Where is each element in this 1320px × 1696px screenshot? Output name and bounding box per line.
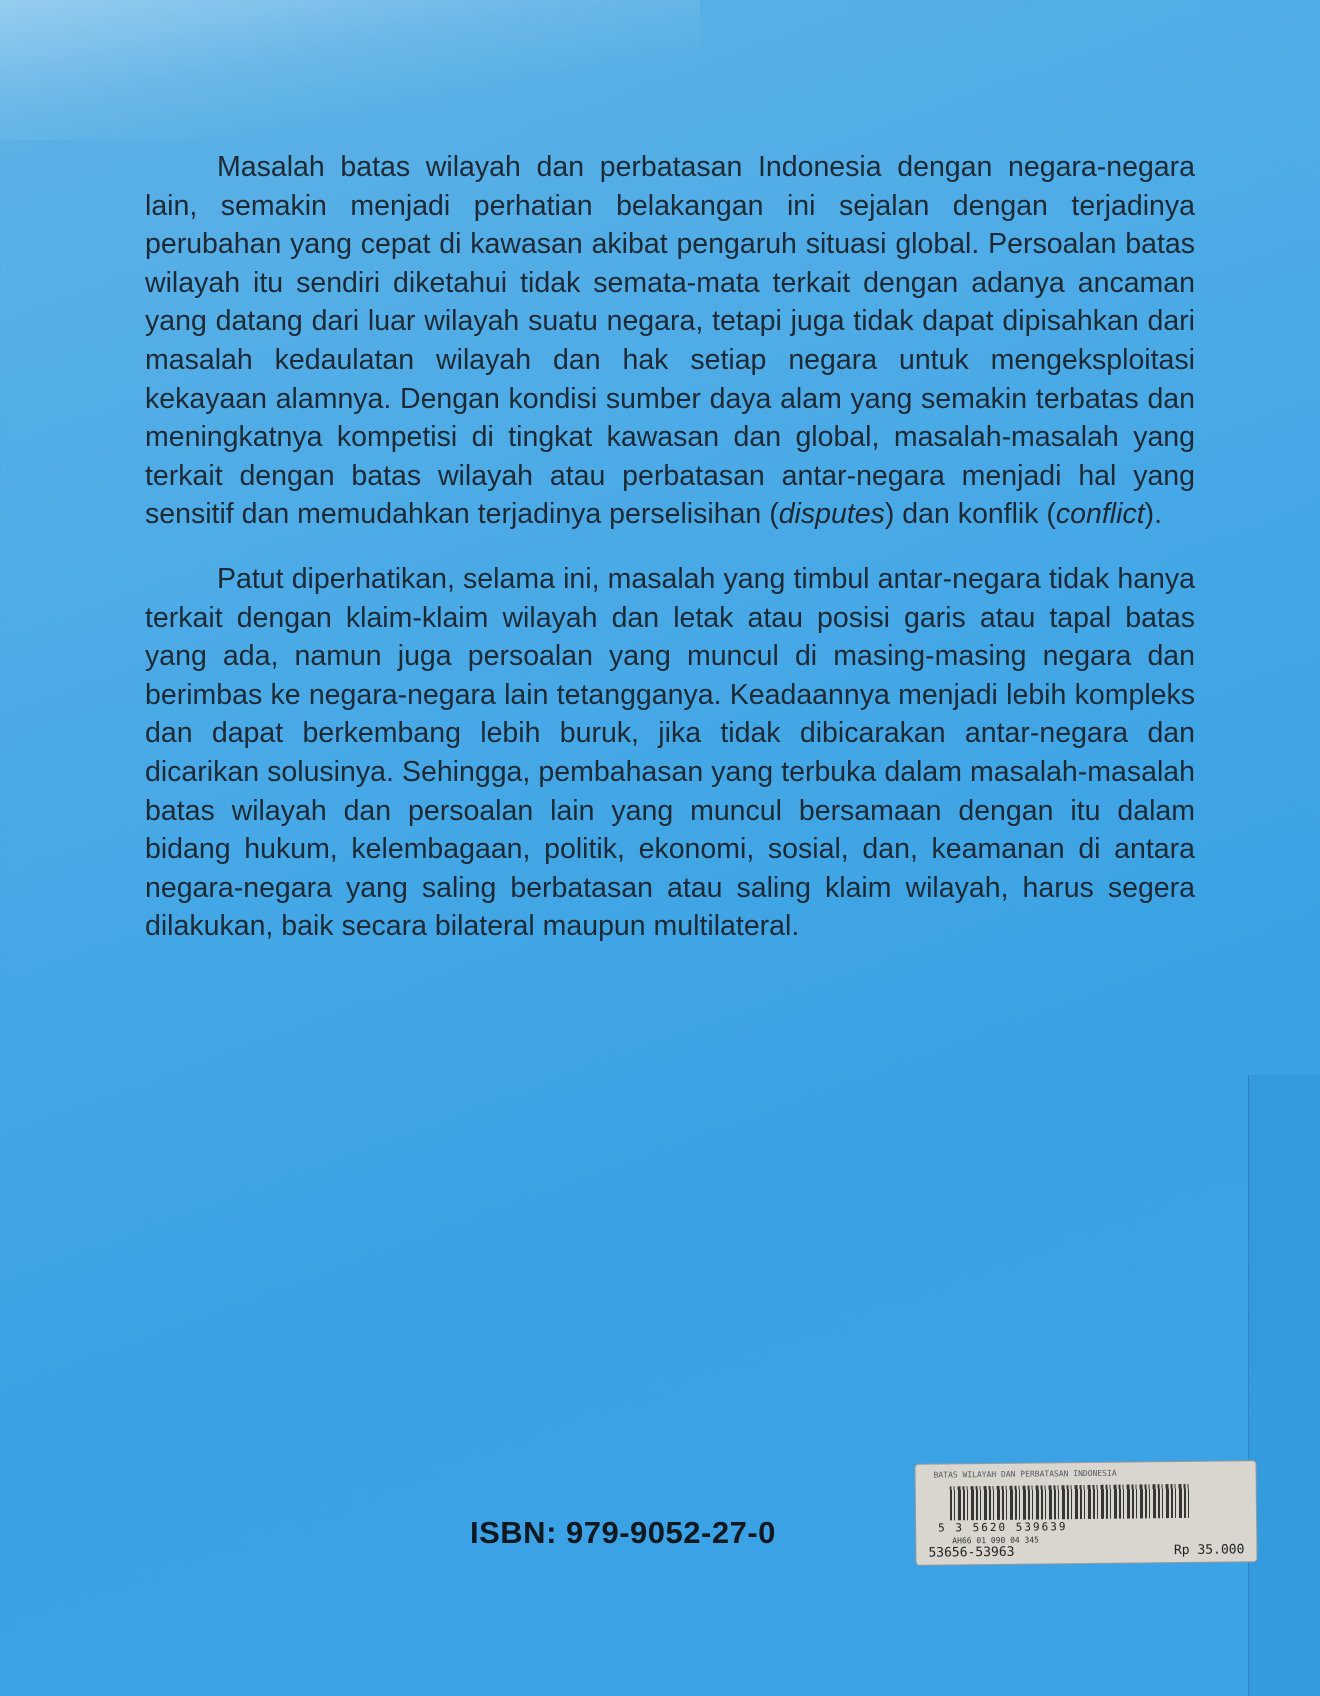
blurb-paragraph-2: [145, 560, 1195, 946]
blurb-text-segment: ) dan konflik (: [884, 498, 1056, 531]
cover-crease-highlight: [0, 0, 700, 140]
price-sticker: [914, 1460, 1257, 1566]
sticker-title: BATAS WILAYAH DAN PERBATASAN INDONESIA: [933, 1468, 1117, 1480]
cover-right-edge: [1248, 1075, 1320, 1696]
sticker-item-code: 53656-53963: [928, 1544, 1015, 1561]
blurb-italic-term-conflict: conflict: [1055, 498, 1145, 531]
sticker-codes: AH66 01 090 04 345: [952, 1535, 1040, 1546]
blurb-text: [145, 148, 1195, 946]
blurb-text-segment: Patut diperhatikan, selama ini, masalah yang timbul antar-negara tidak hanya terkait dengan klaim-klaim wilayah dan letak atau posisi garis atau tapal batas yang ada, namun juga persoalan yang muncul di masing-masing negara dan berimbas ke negara-negara lain tetangganya. Keadaannya menjadi lebih kompleks dan dapat berkembang lebih buruk, jika tidak dibicarakan antar-negara dan dicarikan solusinya. Sehingga, pembahasan yang terbuka dalam masalah-masalah batas wilayah dan persoalan lain yang muncul bersamaan dengan itu dalam bidang hukum, kelembagaan, politik, ekonomi, sosial, dan, keamanan di antara negara-negara yang saling berbatasan atau saling klaim wilayah, harus segera dilakukan, baik secara bilateral maupun multilateral.: [145, 562, 1195, 943]
blurb-text-segment: ).: [1144, 498, 1163, 531]
isbn-number: ISBN: 979-9052-27-0: [470, 1515, 776, 1550]
barcode-icon: [950, 1484, 1190, 1521]
blurb-text-segment: Masalah batas wilayah dan perbatasan Indonesia dengan negara-negara lain, semakin menjadi perhatian belakangan ini sejalan dengan terjadinya perubahan yang cepat di kawasan akibat pengaruh situasi global. Persoalan batas wilayah itu sendiri diketahui tidak semata-mata terkait dengan adanya ancaman yang datang dari luar wilayah suatu negara, tetapi juga tidak dapat dipisahkan dari masalah kedaulatan wilayah dan hak setiap negara untuk mengeksploitasi kekayaan alamnya. Dengan kondisi sumber daya alam yang semakin terbatas dan meningkatnya kompetisi di tingkat kawasan dan global, masalah-masalah yang terkait dengan batas wilayah atau perbatasan antar-negara menjadi hal yang sensitif dan memudahkan terjadinya perselisihan (: [145, 151, 1195, 531]
blurb-paragraph-1: [145, 148, 1195, 534]
barcode-digits: 5 3 5620 539639: [938, 1520, 1068, 1535]
sticker-price: Rp 35.000: [1173, 1542, 1245, 1559]
blurb-italic-term-disputes: disputes: [778, 498, 885, 531]
sticker-bottom-row: [928, 1542, 1244, 1560]
